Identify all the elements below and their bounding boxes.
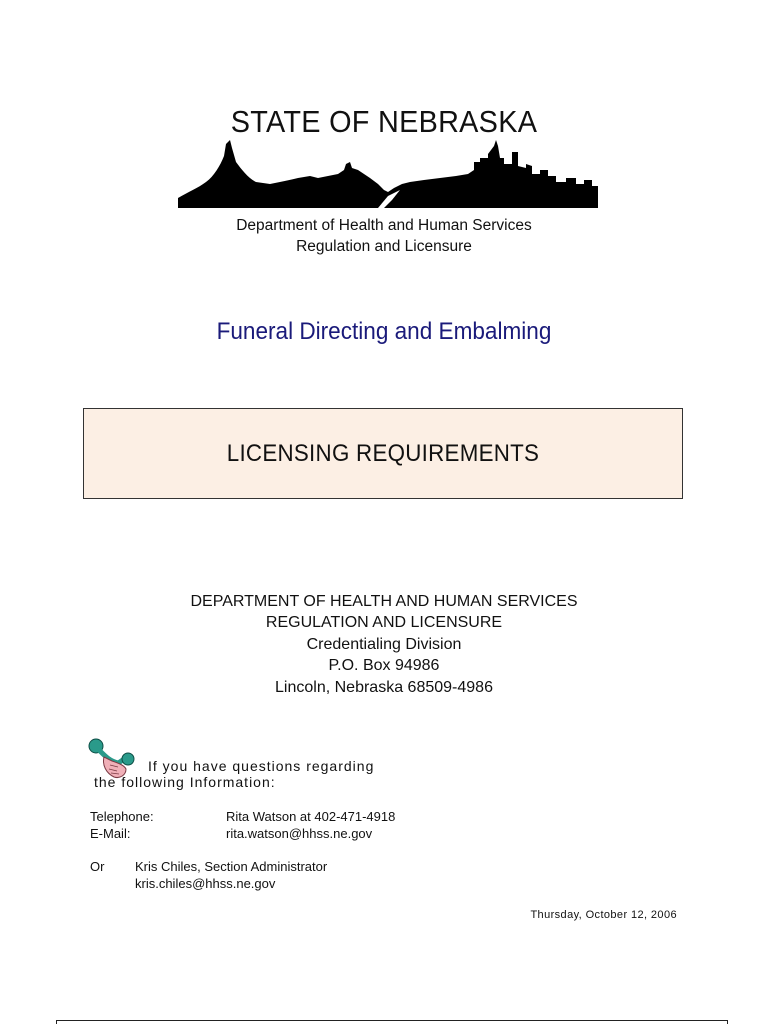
questions-text-continued: the following Information: (94, 774, 276, 790)
address-division: Credentialing Division (306, 636, 462, 653)
program-title: Funeral Directing and Embalming (216, 318, 552, 345)
or-label: Or (90, 859, 105, 874)
nebraska-skyline-logo (178, 140, 598, 210)
address-regulation: REGULATION AND LICENSURE (265, 614, 503, 631)
division-name: Regulation and Licensure (296, 238, 472, 255)
address-po-box: P.O. Box 94986 (328, 657, 440, 674)
questions-text: If you have questions regarding (148, 758, 375, 774)
administrator-name: Kris Chiles, Section Administrator (135, 859, 328, 874)
email-value: rita.watson@hhss.ne.gov (226, 826, 373, 841)
department-name: Department of Health and Human Services (236, 217, 532, 234)
licensing-requirements-box (83, 408, 683, 499)
bottom-border (56, 1020, 728, 1024)
document-date: Thursday, October 12, 2006 (530, 909, 677, 921)
telephone-value: Rita Watson at 402-471-4918 (226, 809, 396, 824)
address-city: Lincoln, Nebraska 68509-4986 (275, 679, 493, 696)
telephone-label: Telephone: (90, 809, 154, 824)
state-title: STATE OF NEBRASKA (230, 104, 538, 139)
administrator-email: kris.chiles@hhss.ne.gov (135, 876, 276, 891)
licensing-requirements-title: LICENSING REQUIREMENTS (226, 440, 540, 467)
email-label: E-Mail: (90, 826, 131, 841)
address-department: DEPARTMENT OF HEALTH AND HUMAN SERVICES (190, 593, 578, 610)
